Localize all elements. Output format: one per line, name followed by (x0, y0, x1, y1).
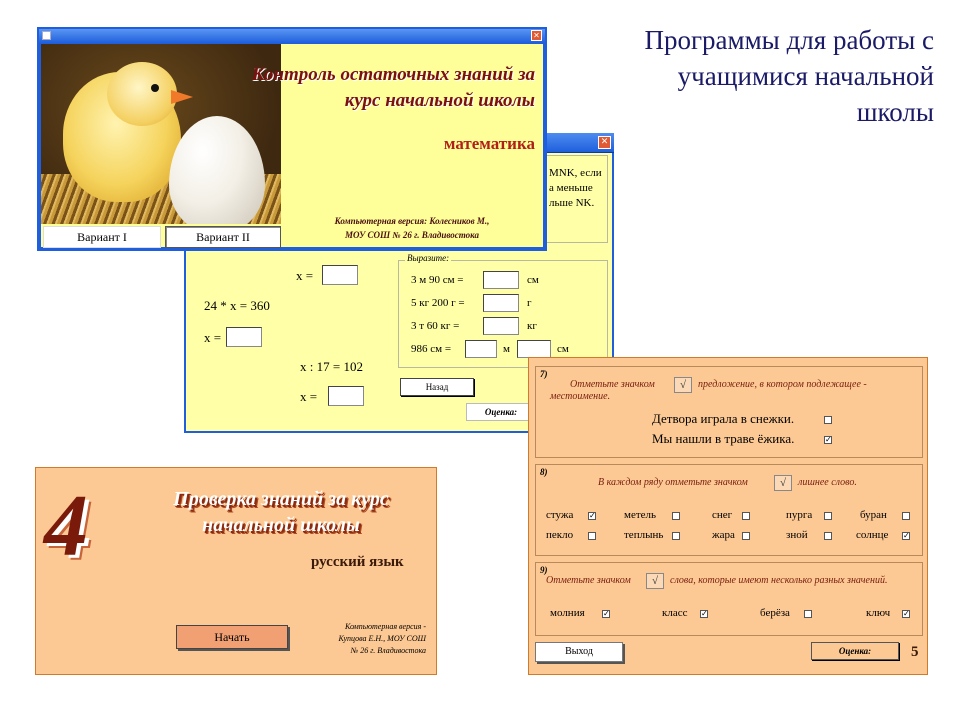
word-option: снег (712, 509, 733, 521)
task-number: 8) (540, 467, 548, 477)
word-checkbox[interactable] (824, 532, 832, 540)
word-option: класс (662, 607, 688, 619)
word-option: берёза (760, 607, 790, 619)
word-checkbox[interactable] (824, 512, 832, 520)
task-instruction: местоимение. (550, 391, 611, 402)
equation: x : 17 = 102 (300, 359, 363, 374)
word-checkbox[interactable]: ✓ (903, 531, 910, 540)
task-instruction: лишнее слово. (798, 477, 857, 488)
express-input[interactable] (465, 340, 497, 358)
title-bar (39, 29, 545, 43)
unit-label: г (527, 297, 532, 309)
word-option: теплынь (624, 529, 664, 541)
math-start-window (37, 27, 547, 251)
word-checkbox[interactable] (804, 610, 812, 618)
task-section-8 (535, 464, 923, 556)
word-checkbox[interactable] (672, 512, 680, 520)
word-checkbox[interactable]: ✓ (603, 609, 610, 618)
author-credit: Компьютерная версия: Колесников М., МОУ СОШ № 26 г. Владивостока (334, 216, 490, 240)
word-option: пурга (786, 509, 813, 521)
window-body (41, 44, 543, 247)
author-credit: Компьютерная версия - Купцова Е.Н., МОУ СОШ № 26 г. Владивостока (338, 622, 426, 655)
variant-1-button[interactable]: Вариант I (43, 226, 161, 248)
task-instruction: Отметьте значком (570, 379, 655, 390)
unit-label: см (557, 343, 569, 355)
express-input[interactable] (483, 294, 519, 312)
sentence-option: Детвора играла в снежки. (652, 411, 795, 426)
unit-label: кг (527, 320, 537, 332)
russian-exercise-window (528, 357, 928, 675)
close-icon[interactable]: ✕ (598, 136, 611, 149)
close-icon[interactable]: ✕ (531, 30, 542, 41)
grade-field: Оценка: (811, 642, 899, 660)
test-heading: Проверка знаний за курс начальной школы (173, 488, 389, 536)
express-row-label: 3 т 60 кг = (411, 320, 460, 332)
express-input[interactable] (483, 317, 519, 335)
option-checkbox[interactable] (824, 416, 832, 424)
word-checkbox[interactable] (588, 532, 596, 540)
answer-input-1[interactable] (322, 265, 358, 285)
task-number: 7) (540, 369, 548, 379)
word-checkbox[interactable] (742, 512, 750, 520)
word-option: молния (550, 607, 585, 619)
equation-answer-2: x = (204, 330, 222, 345)
word-option: жара (712, 529, 735, 541)
task-section-7 (535, 366, 923, 458)
task-instruction: Отметьте значком (546, 575, 631, 586)
task-instruction: слова, которые имеют несколько разных значений. (670, 575, 888, 586)
word-checkbox[interactable] (902, 512, 910, 520)
task-instruction: В каждом ряду отметьте значком (598, 477, 748, 488)
task-section-9 (535, 562, 923, 636)
express-label: Выразите: (407, 253, 450, 263)
slide-title: Программы для работы с учащимися начальной школы (644, 25, 934, 127)
sentence-option: Мы нашли в траве ёжика. (652, 431, 795, 446)
checkmark-icon: √ (674, 377, 692, 393)
word-checkbox[interactable]: ✓ (903, 609, 910, 618)
express-row-label: 3 м 90 см = (411, 274, 464, 286)
task-number: 9) (540, 565, 548, 575)
unit-label: см (527, 274, 539, 286)
checkmark-icon: √ (646, 573, 664, 589)
word-option: стужа (546, 509, 574, 521)
word-checkbox[interactable]: ✓ (701, 609, 708, 618)
express-input[interactable] (517, 340, 551, 358)
answer-input-3[interactable] (328, 386, 364, 406)
task-group-top (546, 155, 608, 243)
russian-start-window (35, 467, 437, 675)
test-heading: Контроль остаточных знаний за курс начальной школы (251, 64, 535, 111)
express-input[interactable] (483, 271, 519, 289)
checkmark-icon: √ (774, 475, 792, 491)
word-option: ключ (866, 607, 891, 619)
word-option: пекло (546, 529, 574, 541)
option-checkbox[interactable]: ✓ (825, 435, 832, 444)
window-icon (42, 31, 51, 40)
page-number: 5 (911, 644, 919, 660)
express-row-label: 986 см = (411, 343, 452, 355)
word-option: метель (624, 509, 657, 521)
word-checkbox[interactable] (742, 532, 750, 540)
express-row-label: 5 кг 200 г = (411, 297, 465, 309)
word-option: буран (860, 509, 887, 521)
unit-label: м (503, 343, 510, 355)
grade-field: Оценка: (466, 403, 536, 421)
word-checkbox[interactable]: ✓ (589, 511, 596, 520)
start-button[interactable]: Начать (176, 625, 288, 649)
word-checkbox[interactable] (672, 532, 680, 540)
task-instruction: предложение, в котором подлежащее - (698, 379, 867, 390)
word-option: солнце (856, 529, 889, 541)
equation-answer-1: x = (296, 268, 314, 283)
subject-label: русский язык (311, 554, 404, 570)
express-group (398, 253, 608, 368)
variant-2-button[interactable]: Вариант II (165, 226, 281, 248)
grade-four-logo: 4 (44, 478, 88, 575)
subject-label: математика (443, 134, 535, 153)
equation-answer-3: x = (300, 389, 318, 404)
exit-button[interactable]: Выход (535, 642, 623, 662)
word-option: зной (786, 529, 808, 541)
back-button[interactable]: Назад (400, 378, 474, 396)
equation: 24 * x = 360 (204, 298, 270, 313)
answer-input-2[interactable] (226, 327, 262, 347)
task-text: MNK, если а меньше льше NK. (549, 167, 602, 209)
